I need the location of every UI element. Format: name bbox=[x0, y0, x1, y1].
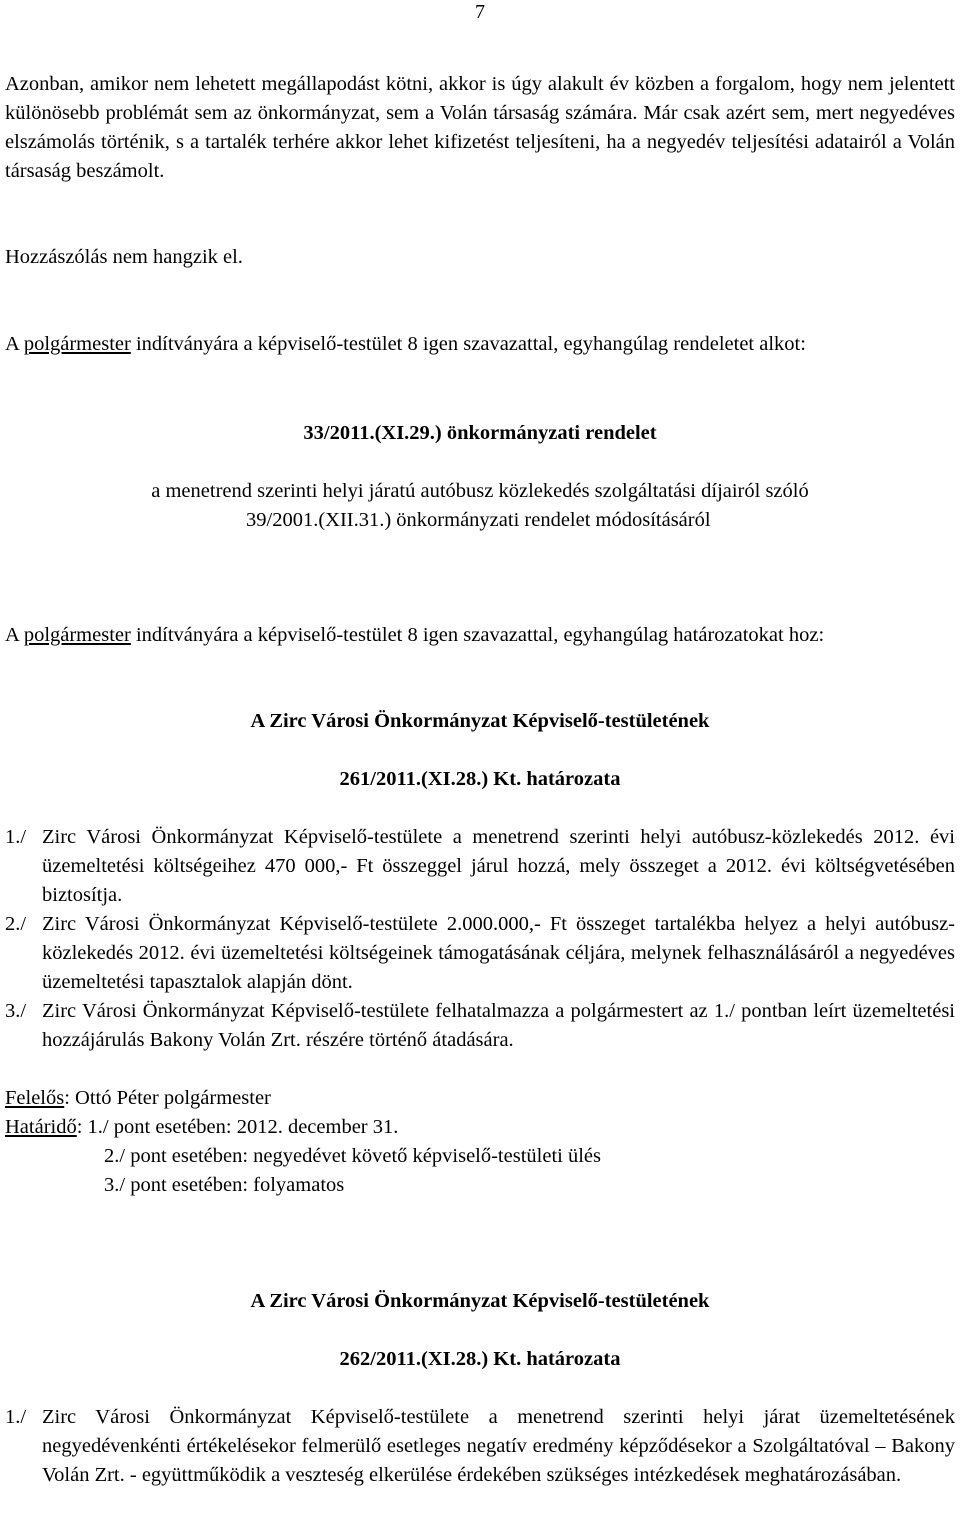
resolution1-item-1 bbox=[5, 823, 955, 910]
responsible-label: Felelős bbox=[5, 1087, 65, 1109]
resolution2-number: 262/2011.(XI.28.) Kt. határozata bbox=[339, 1348, 621, 1370]
deadline-line-2: 2./ pont esetében: negyedévet követő képviselő-testületi ülés bbox=[104, 1145, 601, 1167]
vote-statement-2 bbox=[5, 621, 955, 650]
vote2-rest: indítványára a képviselő-testület 8 igen szavazattal, egyhangúlag határozatokat hoz: bbox=[130, 624, 825, 646]
no-comment-note: Hozzászólás nem hangzik el. bbox=[5, 246, 243, 268]
deadline-label: Határidő bbox=[5, 1116, 77, 1138]
item-text: Zirc Városi Önkormányzat Képviselő-testülete a menetrend szerinti helyi autóbusz-közlekedés 2012. évi üzemeltetési költségeihez 470 000,- Ft összeggel járul hozzá, mely összeget a 2012. évi költségvetésében biztosítja. bbox=[42, 826, 955, 906]
deadline-value-1: : 1./ pont esetében: 2012. december 31. bbox=[76, 1116, 399, 1138]
responsible-value: : Ottó Péter polgármester bbox=[64, 1087, 271, 1109]
resolution1-item-2 bbox=[5, 910, 955, 997]
resolution2-item-1 bbox=[5, 1403, 955, 1490]
vote1-prefix: A bbox=[5, 333, 24, 355]
decree-subtitle-line2: 39/2001.(XII.31.) önkormányzati rendelet módosításáról bbox=[246, 509, 711, 531]
vote1-mayor: polgármester bbox=[23, 333, 131, 355]
responsible-line bbox=[5, 1084, 955, 1113]
vote2-mayor: polgármester bbox=[23, 624, 131, 646]
vote2-prefix: A bbox=[5, 624, 24, 646]
item-number: 1./ bbox=[5, 1406, 27, 1428]
resolution1-heading: A Zirc Városi Önkormányzat Képviselő-testületének bbox=[250, 710, 710, 732]
resolution2-heading: A Zirc Városi Önkormányzat Képviselő-testületének bbox=[250, 1290, 710, 1312]
item-text: Zirc Városi Önkormányzat Képviselő-testülete felhatalmazza a polgármestert az 1./ pontban leírt üzemeltetési hozzájárulás Bakony Volán Zrt. részére történő átadására. bbox=[42, 1000, 955, 1051]
vote1-rest: indítványára a képviselő-testület 8 igen szavazattal, egyhangúlag rendeletet alkot: bbox=[130, 333, 806, 355]
item-text: Zirc Városi Önkormányzat Képviselő-testülete 2.000.000,- Ft összeget tartalékba helyez a helyi autóbusz-közlekedés 2012. évi üzemeltetési költségeinek támogatásának céljára, melynek felhasználásáról a negyedéves üzemeltetési tapasztalok alapján dönt. bbox=[42, 913, 955, 993]
deadline-line-1 bbox=[5, 1113, 955, 1142]
resolution1-number: 261/2011.(XI.28.) Kt. határozata bbox=[339, 768, 621, 790]
item-number: 1./ bbox=[5, 826, 27, 848]
item-number: 3./ bbox=[5, 1000, 27, 1022]
resolution1-item-3 bbox=[5, 997, 955, 1055]
item-text: Zirc Városi Önkormányzat Képviselő-testülete a menetrend szerinti helyi járat üzemeltetésének negyedévenkénti értékelésekor felmerülő esetleges negatív eredmény képződésekor a Szolgáltatóval – Bakony Volán Zrt. - együttműködik a veszteség elkerülése érdekében szükséges intézkedések meghatározásában. bbox=[42, 1406, 955, 1486]
intro-paragraph: Azonban, amikor nem lehetett megállapodást kötni, akkor is úgy alakult év közben a forgalom, hogy nem jelentett különösebb problémát sem az önkormányzat, sem a Volán társaság számára. Már csak azért sem, mert negyedéves elszámolás történik, s a tartalék terhére akkor lehet kifizetést teljesíteni, ha a negyedév teljesítési adatairól a Volán társaság beszámolt. bbox=[5, 73, 955, 182]
decree-title: 33/2011.(XI.29.) önkormányzati rendelet bbox=[303, 422, 657, 444]
deadline-line-3: 3./ pont esetében: folyamatos bbox=[104, 1174, 345, 1196]
decree-subtitle-line1: a menetrend szerinti helyi járatú autóbusz közlekedés szolgáltatási díjairól szóló bbox=[151, 480, 809, 502]
vote-statement-1 bbox=[5, 330, 955, 359]
page-number: 7 bbox=[475, 1, 485, 23]
item-number: 2./ bbox=[5, 913, 27, 935]
